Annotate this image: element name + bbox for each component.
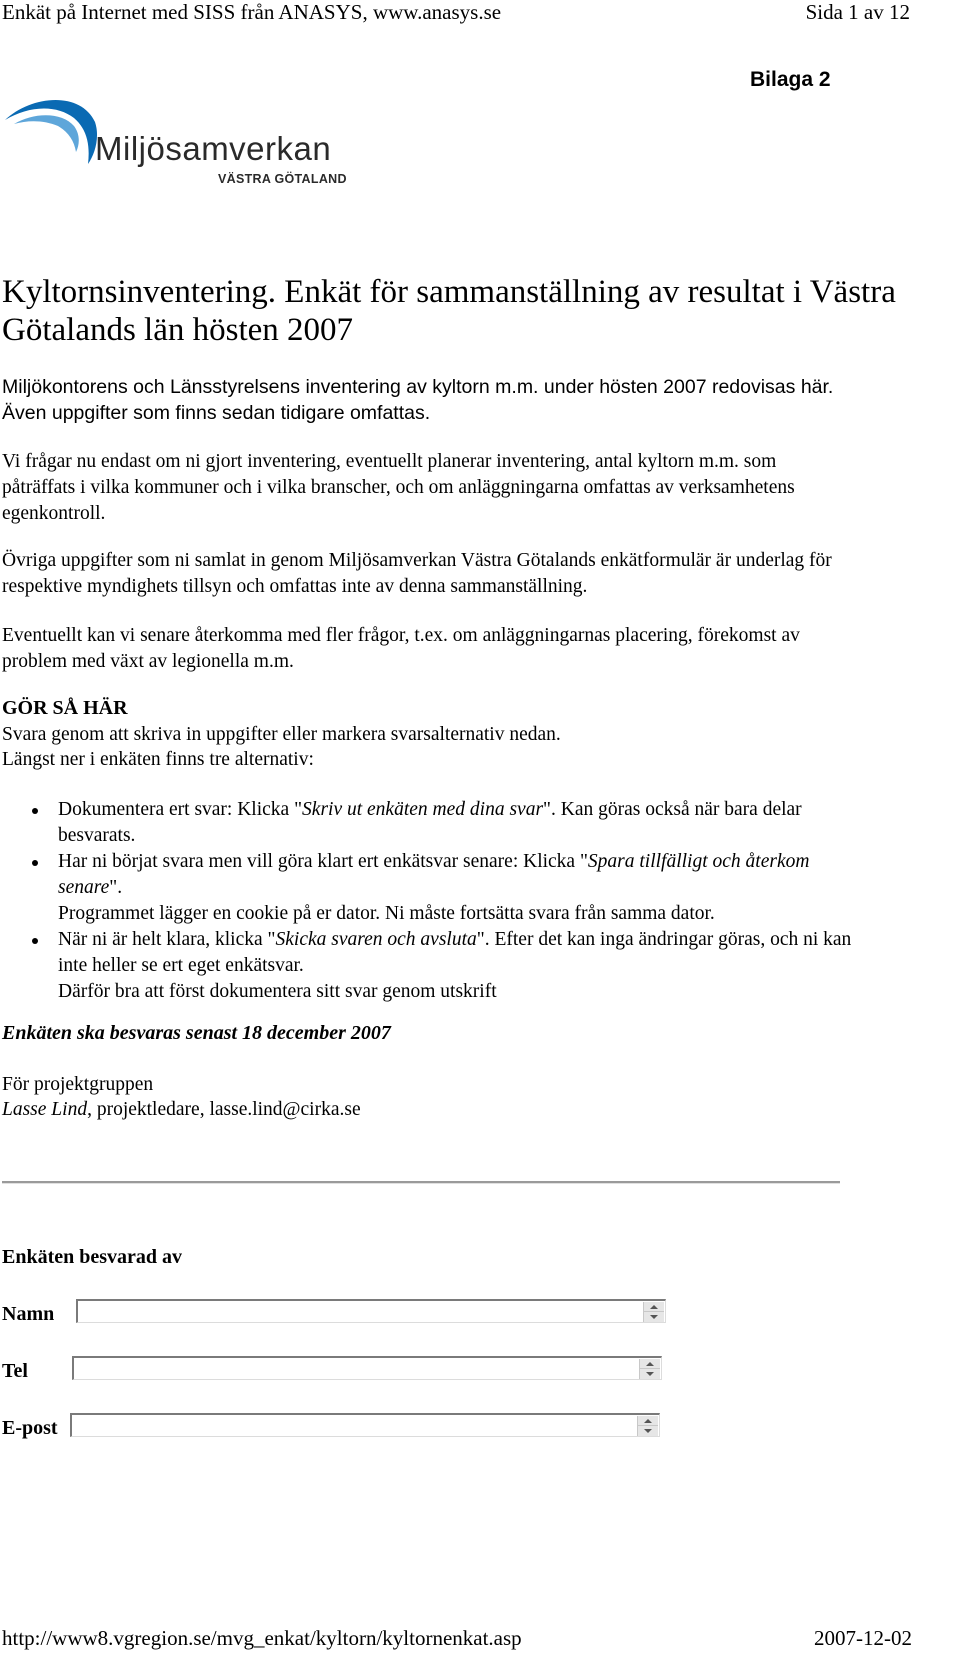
attachment-label: Bilaga 2 — [750, 68, 831, 91]
scroll-down-icon[interactable] — [640, 1369, 660, 1379]
print-footer-date: 2007-12-02 — [814, 1626, 912, 1650]
instructions-line-2: Längst ner i enkäten finns tre alternativ: — [2, 749, 314, 770]
bullet-icon — [32, 938, 38, 944]
email-field[interactable] — [70, 1413, 660, 1437]
phone-field-spinner[interactable] — [639, 1359, 660, 1379]
page-title: Kyltornsinventering. Enkät för sammanställning av resultat i Västra Götalands län hösten 2007 — [2, 274, 896, 348]
signature-line-2 — [2, 1097, 361, 1123]
scroll-up-icon[interactable] — [638, 1416, 658, 1426]
options-list — [0, 797, 860, 1005]
signature-name: Lasse Lind — [2, 1099, 88, 1120]
deadline-notice: Enkäten ska besvaras senast 18 december 2007 — [2, 1022, 391, 1044]
submit-option-name: Skicka svaren och avsluta — [275, 929, 477, 950]
scroll-down-icon[interactable] — [644, 1312, 664, 1322]
email-label: E-post — [2, 1417, 58, 1439]
intro-paragraph-3: Övriga uppgifter som ni samlat in genom Miljösamverkan Västra Götalands enkätformulär är underlag för respektive myndighets tillsyn och omfattas inte av denna sammanställning. — [2, 550, 832, 597]
phone-field[interactable] — [72, 1356, 662, 1380]
divider — [2, 1181, 840, 1184]
print-header-page: Sida 1 av 12 — [805, 0, 910, 24]
logo — [0, 92, 370, 192]
bullet-icon — [32, 808, 38, 814]
email-field-spinner[interactable] — [637, 1416, 658, 1436]
logo-name: Miljösamverkan — [95, 130, 332, 167]
bullet-icon — [32, 860, 38, 866]
phone-label: Tel — [2, 1360, 28, 1382]
intro-paragraph-4: Eventuellt kan vi senare återkomma med fler frågor, t.ex. om anläggningarnas placering, förekomst av problem med växt av legionella m.m. — [2, 625, 800, 672]
logo-region: VÄSTRA GÖTALAND — [218, 172, 347, 186]
print-header-left: Enkät på Internet med SISS från ANASYS, www.anasys.se — [2, 0, 502, 24]
list-item: Dokumentera ert svar: Klicka "Skriv ut enkäten med dina svar". Kan göras också när bara delar besvarats. — [0, 797, 860, 849]
intro-paragraph-1: Miljökontorens och Länsstyrelsens inventering av kyltorn m.m. under hösten 2007 redovisas här. Även uppgifter som finns sedan tidigare omfattas. — [2, 376, 834, 424]
name-label: Namn — [2, 1303, 55, 1325]
list-item: När ni är helt klara, klicka "Skicka svaren och avsluta". Efter det kan inga ändringar göras, och ni kan inte heller se ert eget enkätsvar. Därför bra att först dokumentera sitt svar genom utskrift — [0, 927, 860, 1005]
logo-swoosh-icon — [0, 92, 110, 172]
scroll-up-icon[interactable] — [644, 1302, 664, 1312]
signature-details: , projektledare, lasse.lind@cirka.se — [87, 1099, 361, 1120]
print-footer-url: http://www8.vgregion.se/mvg_enkat/kyltorn/kyltornenkat.asp — [2, 1626, 522, 1650]
scroll-down-icon[interactable] — [638, 1426, 658, 1436]
instructions-heading: GÖR SÅ HÄR — [2, 697, 128, 719]
name-field-spinner[interactable] — [643, 1302, 664, 1322]
list-item: Har ni börjat svara men vill göra klart ert enkätsvar senare: Klicka "Spara tillfälligt och återkom senare". Programmet lägger en cookie på er dator. Ni måste fortsätta svara från samma dator. — [0, 849, 860, 927]
name-field[interactable] — [76, 1299, 666, 1323]
instructions-line-1: Svara genom att skriva in uppgifter eller markera svarsalternativ nedan. — [2, 724, 561, 745]
scroll-up-icon[interactable] — [640, 1359, 660, 1369]
save-option-name: Spara tillfälligt och återkom senare — [58, 851, 810, 898]
intro-paragraph-2: Vi frågar nu endast om ni gjort inventering, eventuellt planerar inventering, antal kyltorn m.m. som påträffats i vilka kommuner och i vilka branscher, och om anläggningarna omfattas av verksamhetens egenkontroll. — [2, 451, 795, 524]
form-heading: Enkäten besvarad av — [2, 1246, 183, 1268]
signature-line-1: För projektgruppen — [2, 1074, 154, 1095]
print-option-name: Skriv ut enkäten med dina svar — [302, 799, 544, 820]
